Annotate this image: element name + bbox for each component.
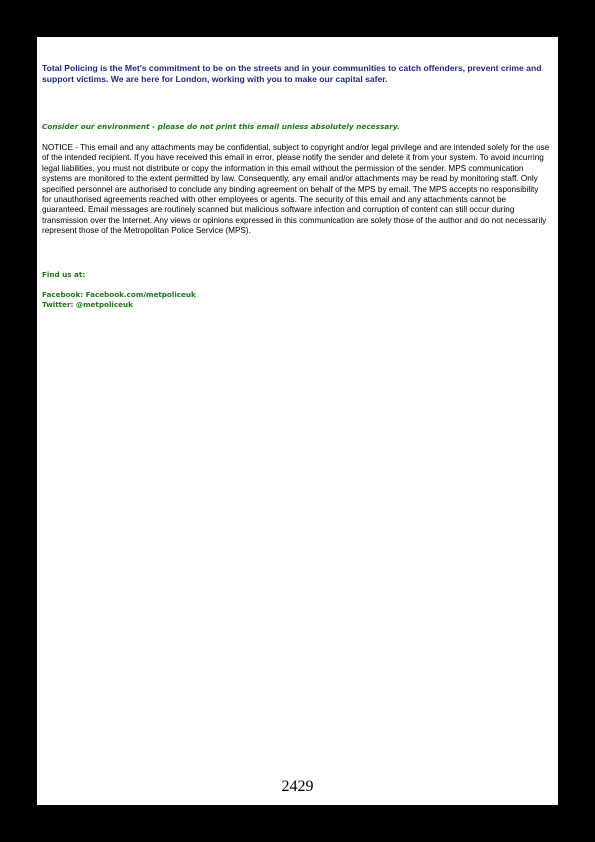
document-page [37, 37, 558, 805]
total-policing-tagline: Total Policing is the Met's commitment to be on the streets and in your communities to catch offenders, prevent crime and support victims. We are here for London, working with you to make our capital safer. [42, 63, 542, 84]
social-links [42, 290, 550, 309]
facebook-link[interactable]: Facebook: Facebook.com/metpoliceuk [42, 290, 196, 300]
twitter-link[interactable]: Twitter: @metpoliceuk [42, 299, 133, 309]
find-us-heading: Find us at: [42, 269, 86, 279]
confidentiality-notice: NOTICE - This email and any attachments may be confidential, subject to copyright and/or legal privilege and are intended solely for the use of the intended recipient. If you have received this email in error, please notify the sender and delete it from your system. To avoid incurring legal liabilities, you must not distribute or copy the information in this email without the permission of the sender. MPS communication systems are monitored to the extent permitted by law. Consequently, any email and/or attachments may be read by monitoring staff. Only specified personnel are authorised to conclude any binding agreement on behalf of the MPS by email. The MPS accepts no responsibility for unauthorised agreements reached with other employees or agents. The security of this email and any attachments cannot be guaranteed. Email messages are routinely scanned but malicious software infection and corruption of content can still occur during transmission over the Internet. Any views or opinions expressed in this communication are solely those of the author and do not necessarily represent those of the Metropolitan Police Service (MPS). [42, 143, 550, 236]
environment-note: Consider our environment - please do not print this email unless absolutely necessary. [42, 122, 400, 131]
page-number: 2429 [281, 778, 314, 795]
email-footer [42, 63, 550, 309]
